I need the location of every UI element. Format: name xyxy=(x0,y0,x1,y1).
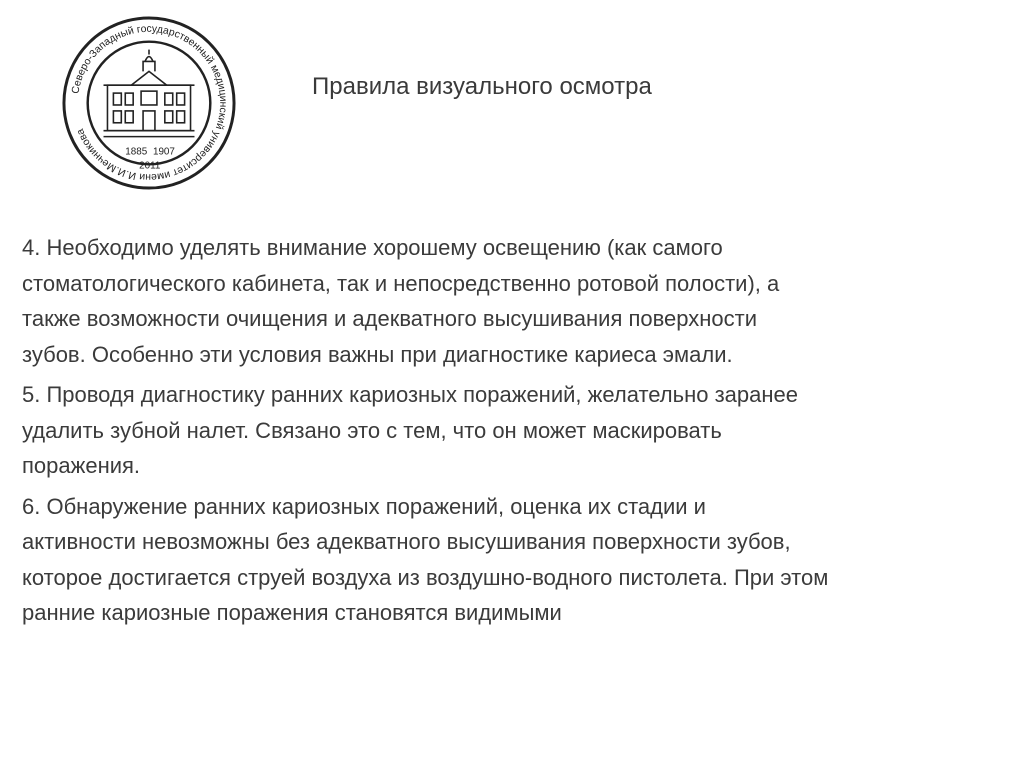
seal-year-bottom: 2011 xyxy=(139,160,161,172)
paragraph-line: которое достигается струей воздуха из воздушно-водного пистолета. При этом xyxy=(22,564,829,590)
university-seal-logo xyxy=(60,14,238,192)
paragraph-line: удалить зубной налет. Связано это с тем, что он может маскировать xyxy=(22,417,722,443)
paragraph-line: 6. Обнаружение ранних кариозных поражений, оценка их стадии и xyxy=(22,493,706,519)
seal-year-right: 1907 xyxy=(152,146,175,158)
paragraph-5 xyxy=(22,377,1012,484)
building-icon xyxy=(104,50,195,137)
paragraph-line: стоматологического кабинета, так и непосредственно ротовой полости), а xyxy=(22,270,780,296)
paragraph-4 xyxy=(22,230,1012,372)
seal-ring-text: Северо-Западный государственный медицинский университет имени И.И.Мечникова xyxy=(70,23,229,183)
paragraph-line: 4. Необходимо уделять внимание хорошему освещению (как самого xyxy=(22,235,723,260)
slide-title: Правила визуального осмотра xyxy=(312,73,652,100)
paragraph-line: активности невозможны без адекватного высушивания поверхности зубов, xyxy=(22,529,791,554)
paragraph-6 xyxy=(22,489,1012,631)
paragraph-line: зубов. Особенно эти условия важны при диагностике кариеса эмали. xyxy=(22,341,733,367)
paragraph-line: ранние кариозные поражения становятся видимыми xyxy=(22,600,562,625)
slide-body xyxy=(22,230,1012,636)
paragraph-line: поражения. xyxy=(22,453,141,478)
seal-year-left: 1885 xyxy=(125,146,148,158)
paragraph-line: 5. Проводя диагностику ранних кариозных поражений, желательно заранее xyxy=(22,382,798,407)
paragraph-line: также возможности очищения и адекватного высушивания поверхности xyxy=(22,306,758,331)
